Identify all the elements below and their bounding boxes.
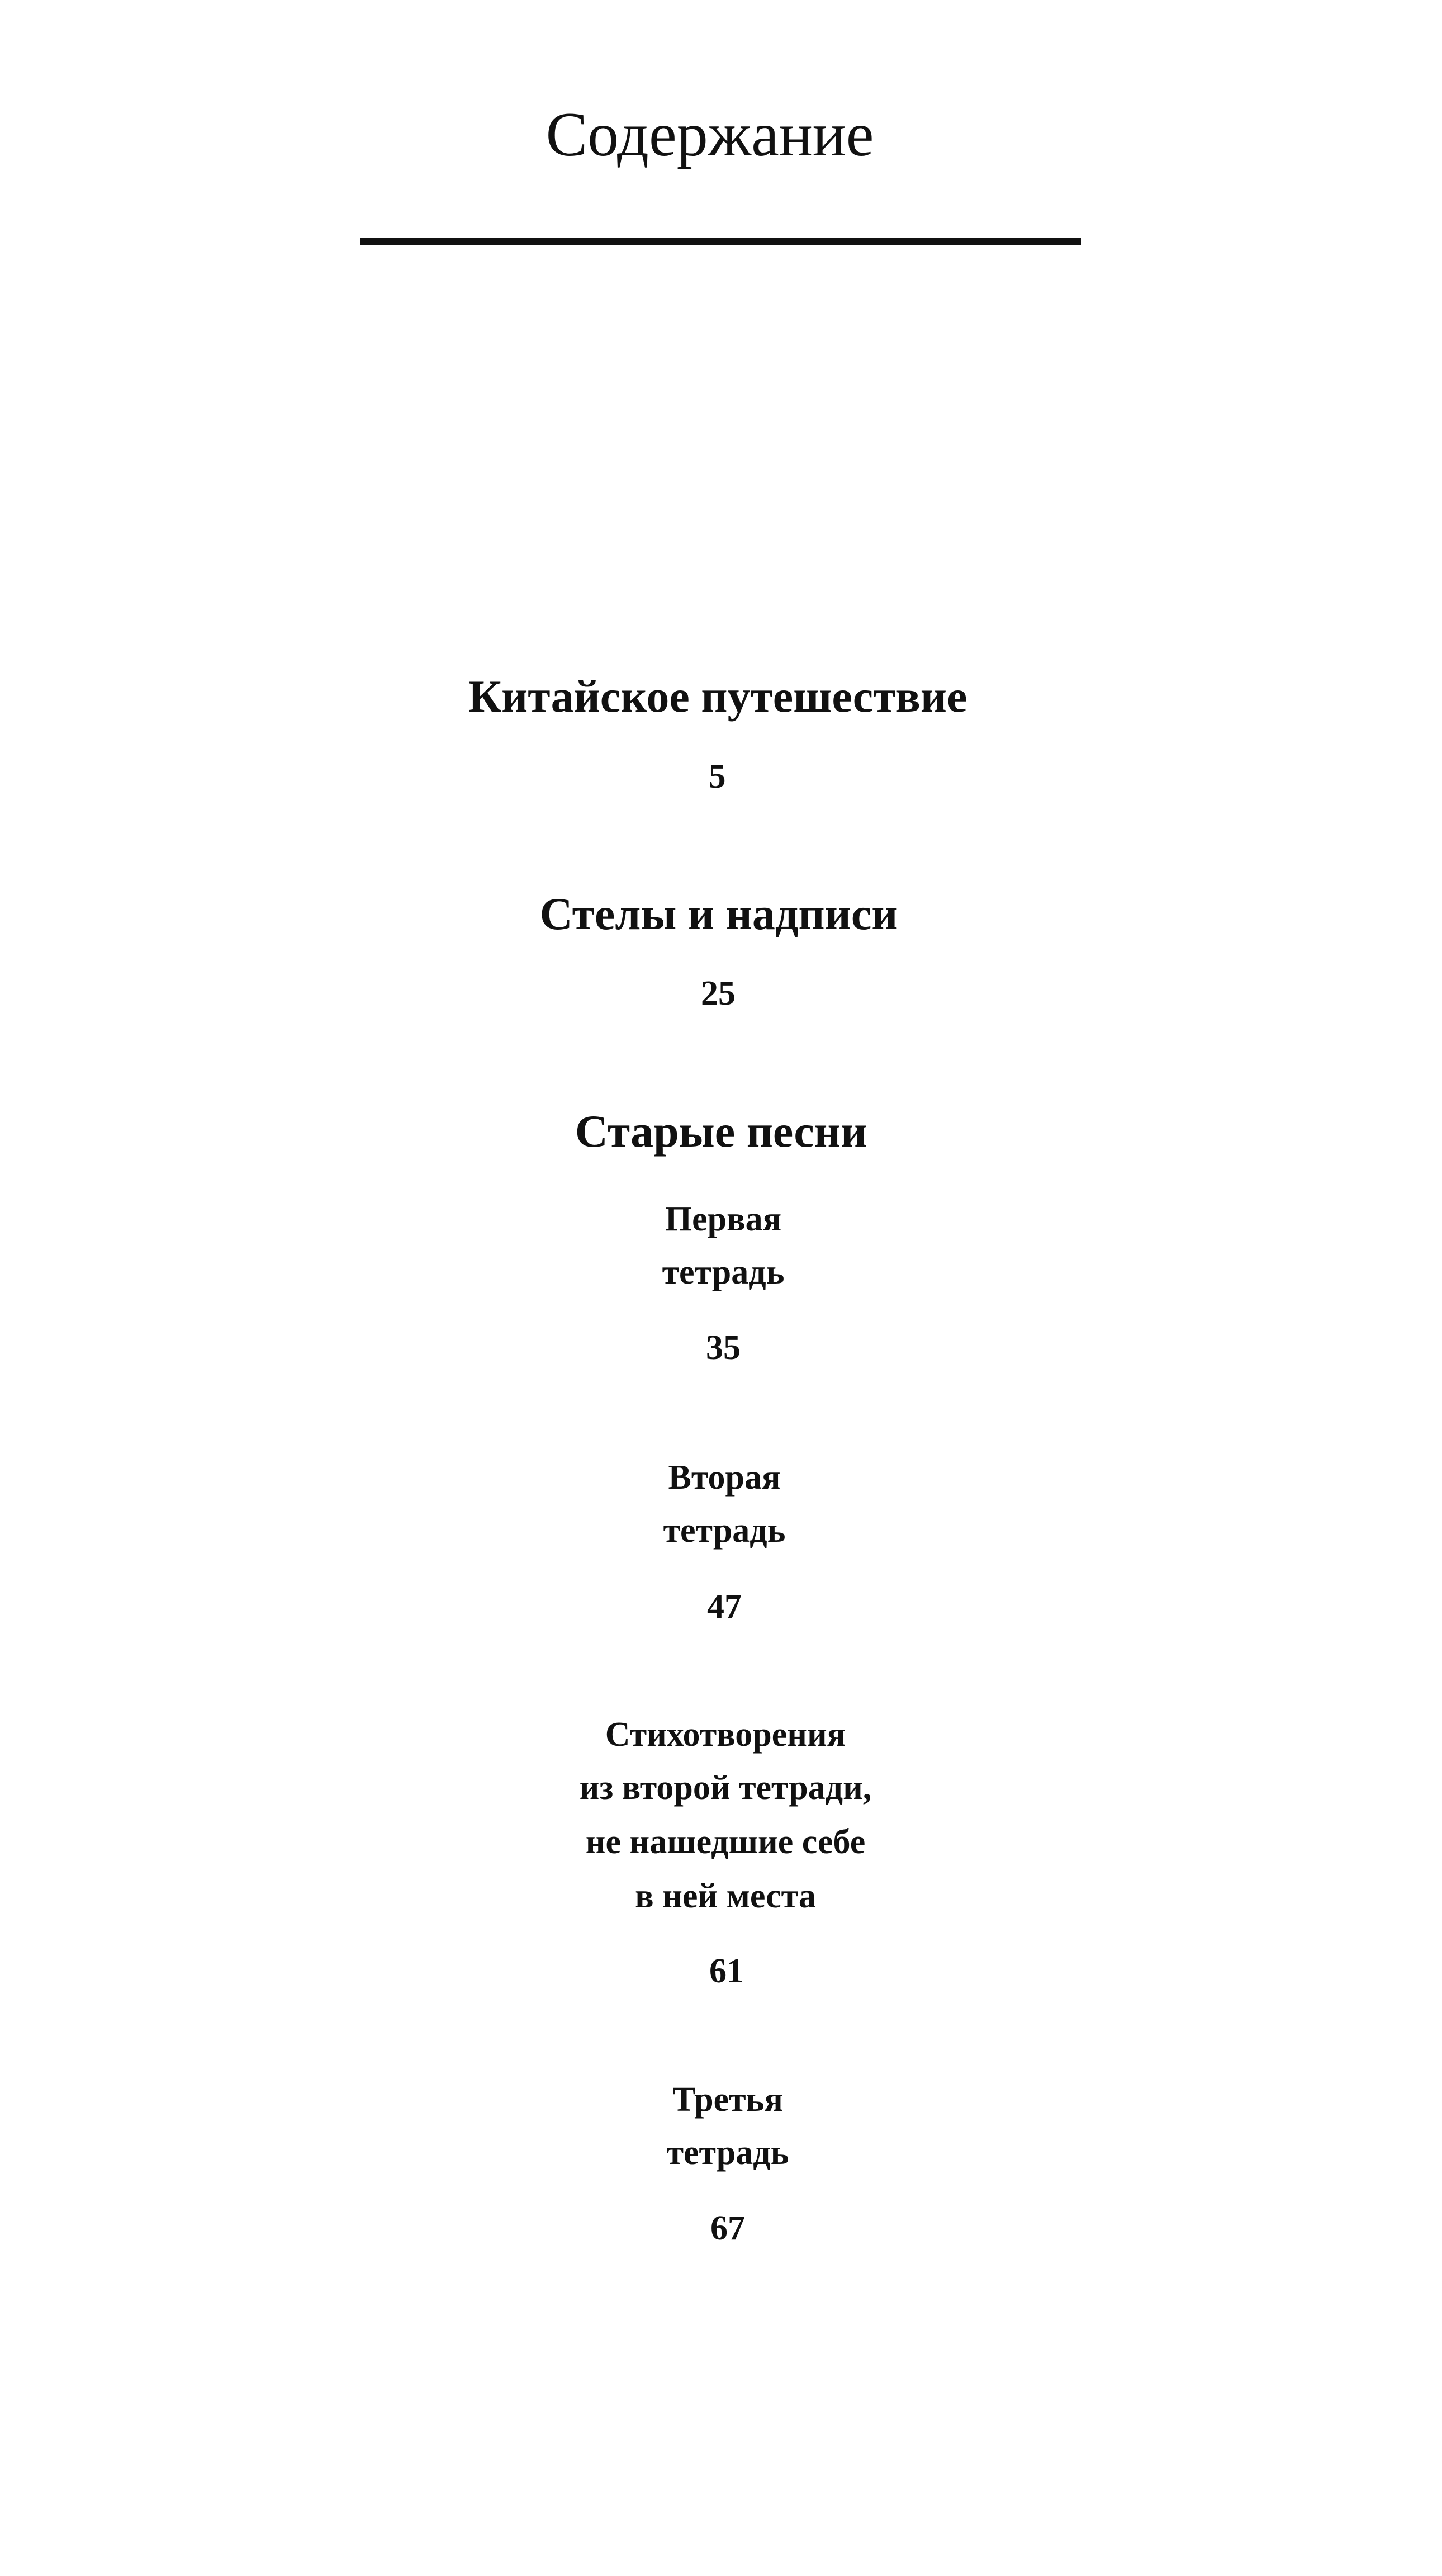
subsection-title-line: Вторая (668, 1459, 781, 1497)
page-number: 67 (710, 2209, 745, 2247)
subsection-title-line: Стихотворения (605, 1716, 846, 1754)
page-number: 5 (708, 757, 726, 795)
section-title: Старые песни (575, 1106, 867, 1157)
page-number: 25 (701, 974, 736, 1012)
subsection-title-line: в ней места (635, 1877, 816, 1915)
subsection-title-line: тетрадь (666, 2134, 789, 2172)
section-title: Китайское путешествие (468, 671, 967, 722)
subsection-title-line: не нашедшие себе (585, 1823, 866, 1861)
page-title: Содержание (546, 100, 874, 169)
subsection-title-line: Первая (665, 1200, 782, 1238)
title-divider (360, 238, 1082, 245)
page-number: 61 (709, 1952, 744, 1990)
subsection-title-line: тетрадь (663, 1512, 786, 1550)
subsection-title-line: из второй тетради, (579, 1769, 872, 1807)
page-number: 47 (707, 1588, 742, 1626)
page-number: 35 (706, 1329, 741, 1367)
section-title: Стелы и надписи (539, 888, 898, 939)
subsection-title-line: тетрадь (662, 1253, 785, 1291)
subsection-title-line: Третья (672, 2081, 783, 2119)
